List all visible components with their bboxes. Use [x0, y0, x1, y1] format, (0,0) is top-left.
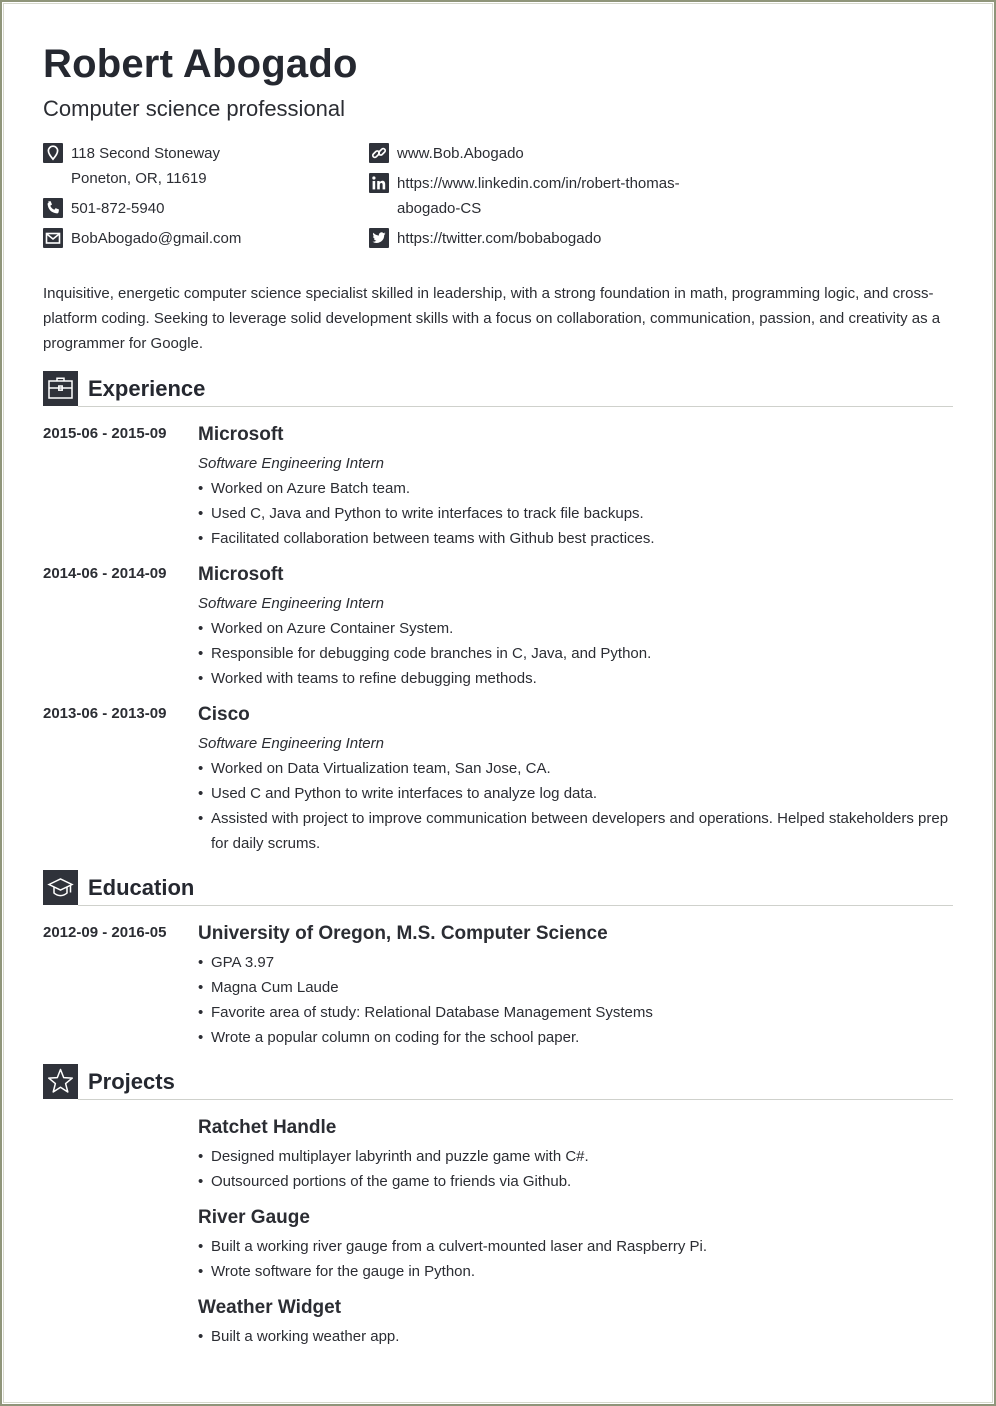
entry-dates: 2012-09 - 2016-05 [43, 924, 167, 941]
linkedin-link-line-2[interactable]: abogado-CS [397, 200, 482, 217]
bullet-item: • Worked on Data Virtualization team, San Jose, CA. [198, 756, 953, 781]
projects-heading: Projects [88, 1069, 175, 1094]
bullet-list [198, 1144, 953, 1194]
bullet-item: • GPA 3.97 [198, 950, 953, 975]
experience-heading: Experience [88, 376, 206, 401]
job-role: Software Engineering Intern [198, 455, 384, 472]
bullet-item: • Outsourced portions of the game to friends via Github. [198, 1169, 953, 1194]
bullet-list [198, 950, 953, 1050]
projects-section-header [43, 1064, 953, 1100]
envelope-icon [43, 228, 63, 248]
twitter-icon [369, 228, 389, 248]
contact-linkedin [369, 171, 709, 221]
company-name: Microsoft [198, 564, 284, 585]
entry-dates: 2013-06 - 2013-09 [43, 705, 167, 722]
bullet-item: • Built a working river gauge from a culvert-mounted laser and Raspberry Pi. [198, 1234, 953, 1259]
entry-dates: 2014-06 - 2014-09 [43, 565, 167, 582]
address-line-1: 118 Second Stoneway [71, 145, 220, 162]
bullet-item: • Designed multiplayer labyrinth and puzzle game with C#. [198, 1144, 953, 1169]
bullet-item: • Worked on Azure Container System. [198, 616, 953, 641]
job-role: Software Engineering Intern [198, 595, 384, 612]
bullet-item: • Built a working weather app. [198, 1324, 953, 1349]
linkedin-icon [369, 173, 389, 193]
bullet-item: • Wrote a popular column on coding for the school paper. [198, 1025, 953, 1050]
bullet-item: • Used C and Python to write interfaces to analyze log data. [198, 781, 953, 806]
bullet-item: • Worked with teams to refine debugging methods. [198, 666, 953, 691]
section-divider [78, 1099, 953, 1100]
education-section-header [43, 870, 953, 906]
education-heading: Education [88, 875, 195, 900]
school-name: University of Oregon, M.S. Computer Science [198, 923, 608, 944]
bullet-list [198, 616, 953, 691]
section-divider [78, 406, 953, 407]
bullet-item: • Wrote software for the gauge in Python. [198, 1259, 953, 1284]
phone-number[interactable]: 501-872-5940 [71, 200, 165, 217]
graduation-cap-icon [43, 870, 78, 905]
bullet-list [198, 1234, 953, 1284]
project-name: Weather Widget [198, 1297, 342, 1318]
bullet-item: • Worked on Azure Batch team. [198, 476, 953, 501]
profile-summary: Inquisitive, energetic computer science specialist skilled in leadership, with a strong foundation in math, programming logic, and cross-platform coding. Seeking to leverage solid development skills with a focus on collaboration, communication, passion, and creativity as a programmer for Google. [43, 285, 941, 352]
bullet-item: • Assisted with project to improve communication between developers and operations. Helped stakeholders prep for daily scrums. [198, 806, 953, 856]
contact-website [369, 141, 709, 166]
linkedin-link-line-1[interactable]: https://www.linkedin.com/in/robert-thomas- [397, 175, 680, 192]
location-pin-icon [43, 143, 63, 163]
company-name: Cisco [198, 704, 250, 725]
bullet-item: • Favorite area of study: Relational Database Management Systems [198, 1000, 953, 1025]
bullet-item: • Magna Cum Laude [198, 975, 953, 1000]
website-link[interactable]: www.Bob.Abogado [397, 145, 524, 162]
link-icon [369, 143, 389, 163]
briefcase-icon [43, 371, 78, 406]
contact-twitter [369, 226, 709, 251]
bullet-item: • Used C, Java and Python to write interfaces to track file backups. [198, 501, 953, 526]
project-name: Ratchet Handle [198, 1117, 337, 1138]
company-name: Microsoft [198, 424, 284, 445]
bullet-list [198, 1324, 953, 1349]
bullet-item: • Responsible for debugging code branches in C, Java, and Python. [198, 641, 953, 666]
twitter-link[interactable]: https://twitter.com/bobabogado [397, 230, 602, 247]
contact-phone [43, 196, 343, 221]
address-line-2: Poneton, OR, 11619 [71, 170, 207, 187]
contact-email [43, 226, 343, 251]
bullet-list [198, 476, 953, 551]
candidate-name: Robert Abogado [43, 42, 358, 86]
candidate-subtitle: Computer science professional [43, 96, 346, 121]
bullet-item: • Facilitated collaboration between teams with Github best practices. [198, 526, 953, 551]
star-icon [43, 1064, 78, 1099]
phone-icon [43, 198, 63, 218]
entry-dates: 2015-06 - 2015-09 [43, 425, 167, 442]
bullet-list [198, 756, 953, 856]
experience-section-header [43, 371, 953, 407]
project-name: River Gauge [198, 1207, 310, 1228]
section-divider [78, 905, 953, 906]
email-address[interactable]: BobAbogado@gmail.com [71, 230, 242, 247]
contact-address [43, 141, 343, 191]
job-role: Software Engineering Intern [198, 735, 384, 752]
